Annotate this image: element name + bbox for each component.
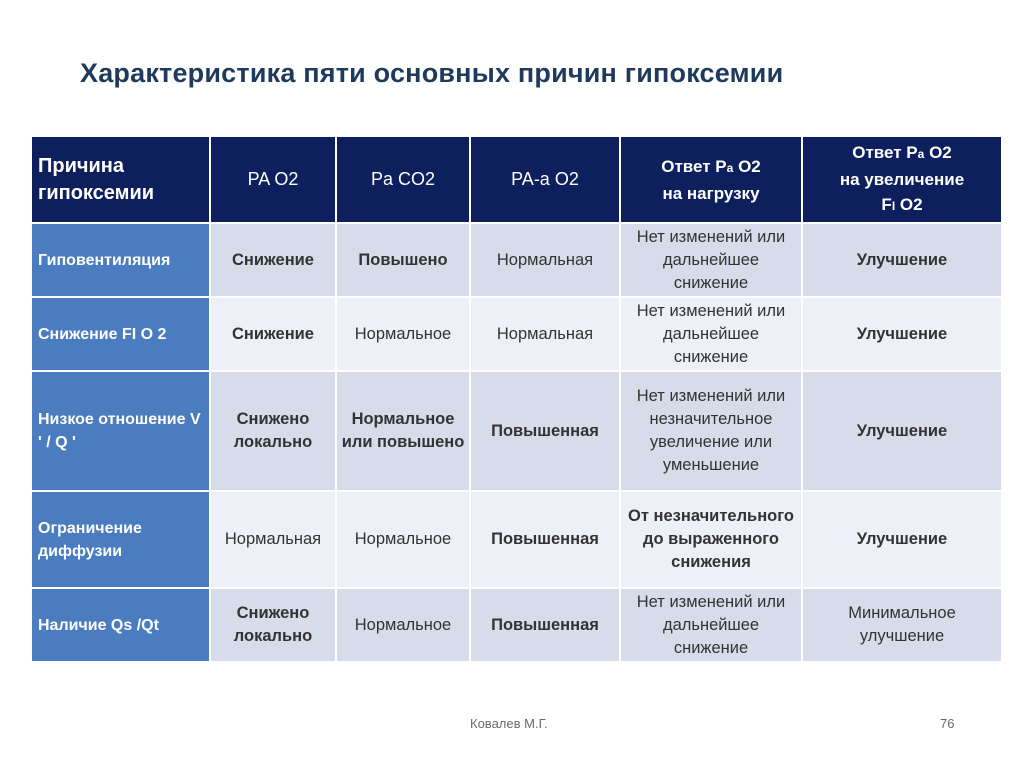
cell-gradient: Повышенная: [471, 372, 621, 492]
header-pao2: PA O2: [211, 137, 337, 224]
header-cause: Причина гипоксемии: [32, 137, 211, 224]
hypoxemia-table: [32, 137, 1003, 663]
table-row-shunt: [32, 589, 1003, 663]
row-cause: Гиповентиляция: [32, 224, 211, 298]
table-row-fio2-decrease: [32, 298, 1003, 372]
table-row-hypoventilation: [32, 224, 1003, 298]
row-cause: Наличие Qs /Qt: [32, 589, 211, 663]
cell-gradient: Нормальная: [471, 298, 621, 372]
row-cause: Низкое отношение V ' / Q ': [32, 372, 211, 492]
cell-load-response: Нет изменений или дальнейшее снижение: [621, 224, 803, 298]
cell-fio2-response: Улучшение: [803, 224, 1003, 298]
header-load-response: Ответ Pa O2 на нагрузку: [621, 137, 803, 224]
cell-paco2: Нормальное или повышено: [337, 372, 471, 492]
cell-load-response: Нет изменений или незначительное увеличение или уменьшение: [621, 372, 803, 492]
cell-load-response: От незначительного до выраженного снижения: [621, 492, 803, 589]
cell-paco2: Нормальное: [337, 298, 471, 372]
slide-title: Характеристика пяти основных причин гипоксемии: [80, 58, 784, 88]
cell-load-response: Нет изменений или дальнейшее снижение: [621, 298, 803, 372]
header-gradient: PA-a O2: [471, 137, 621, 224]
cell-pao2: Снижено локально: [211, 372, 337, 492]
cell-pao2: Снижение: [211, 298, 337, 372]
cell-gradient: Нормальная: [471, 224, 621, 298]
header-fio2-response: Ответ Pa O2 на увеличение FI O2: [803, 137, 1003, 224]
cell-paco2: Повышено: [337, 224, 471, 298]
page-number: 76: [940, 716, 955, 731]
cell-fio2-response: Улучшение: [803, 492, 1003, 589]
cell-load-response: Нет изменений или дальнейшее снижение: [621, 589, 803, 663]
table-row-low-vq: [32, 372, 1003, 492]
cell-paco2: Нормальное: [337, 589, 471, 663]
cell-fio2-response: Минимальное улучшение: [803, 589, 1003, 663]
cell-pao2: Снижено локально: [211, 589, 337, 663]
row-cause: Снижение FI O 2: [32, 298, 211, 372]
table-header-row: [32, 137, 1003, 224]
cell-pao2: Нормальная: [211, 492, 337, 589]
cell-fio2-response: Улучшение: [803, 298, 1003, 372]
cell-paco2: Нормальное: [337, 492, 471, 589]
header-paco2: Pa CO2: [337, 137, 471, 224]
table-row-diffusion-limit: [32, 492, 1003, 589]
cell-gradient: Повышенная: [471, 492, 621, 589]
row-cause: Ограничение диффузии: [32, 492, 211, 589]
cell-gradient: Повышенная: [471, 589, 621, 663]
cell-pao2: Снижение: [211, 224, 337, 298]
footer-author: Ковалев М.Г.: [470, 716, 548, 731]
cell-fio2-response: Улучшение: [803, 372, 1003, 492]
